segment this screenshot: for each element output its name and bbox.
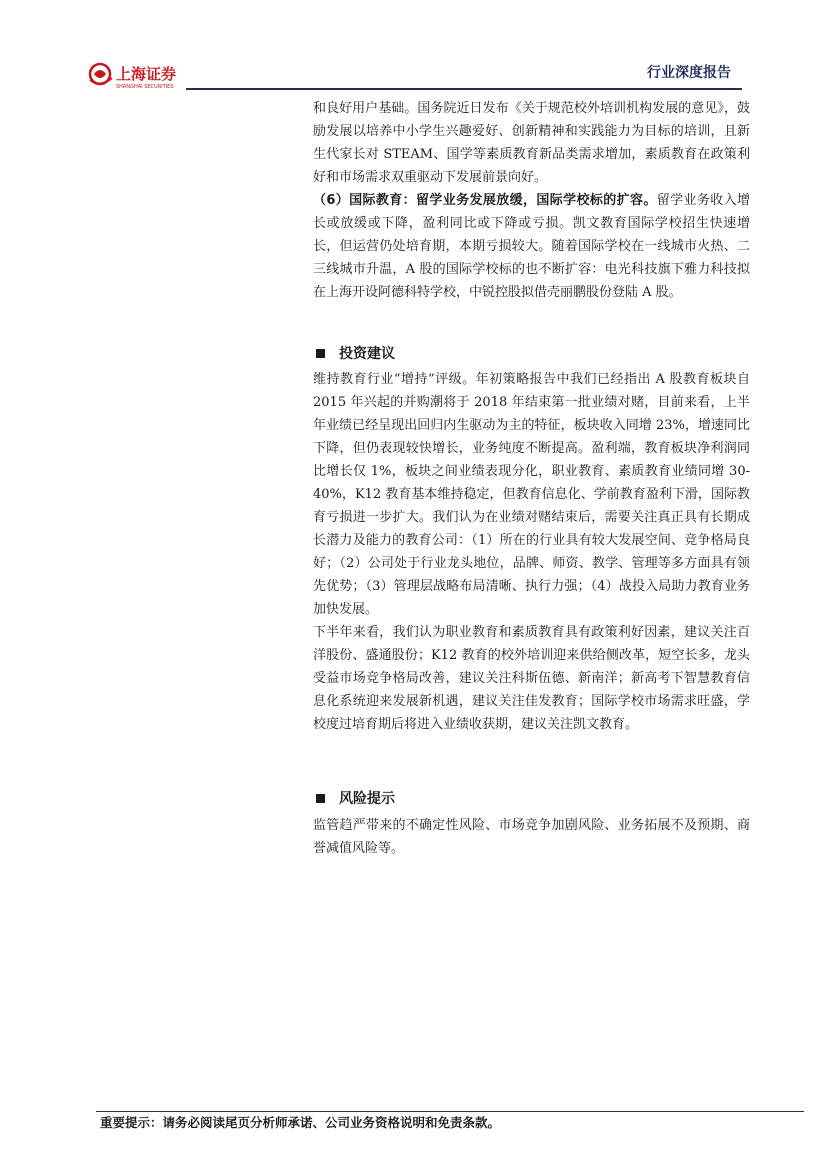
brand-logo [86,62,190,90]
report-type-label: 行业深度报告 [647,65,731,81]
risk-block [313,814,750,860]
risk-heading-text: 风险提示 [339,791,395,807]
international-paragraph [313,189,750,304]
investment-heading [316,343,395,363]
footer-notice: 重要提示：请务必阅读尾页分析师承诺、公司业务资格说明和免责条款。 [100,1115,501,1130]
continuation-paragraph: 和良好用户基础。国务院近日发布《关于规范校外培训机构发展的意见》，鼓励发展以培养中小学生兴趣爱好、创新精神和实践能力为目标的培训，且新生代家长对 STEAM、国学等素质教育新品类需求增加，素质教育在政策利好和市场需求双重驱动下发展前景向好。 [313,101,750,185]
investment-paragraph-1: 维持教育行业“增持”评级。年初策略报告中我们已经指出 A 股教育板块自 2015 年兴起的并购潮将于 2018 年结束第一批业绩对赌，目前来看，上半年业绩已经呈现出回归内生驱动为主的特征，板块收入同增 23%，增速同比下降，但仍表现较快增长，业务纯度不断提高。盈利端，教育板块净利润同比增长仅 1%，板块之间业绩表现分化，职业教育、素质教育业绩同增 30-40%，K12 教育基本维持稳定，但教育信息化、学前教育盈利下滑，国际教育亏损进一步扩大。我们认为在业绩对赌结束后，需要关注真正具有长期成长潜力及能力的教育公司：（1）所在的行业具有较大发展空间、竞争格局良好；（2）公司处于行业龙头地位，品牌、师资、教学、管理等多方面具有领先优势；（3）管理层战略布局清晰、执行力强；（4）战投入局助力教育业务加快发展。 [313,372,750,617]
international-body: 留学业务收入增长或放缓或下降，盈利同比或下降或亏损。凯文教育国际学校招生快速增长，但运营仍处培育期，本期亏损较大。随着国际学校在一线城市火热、二三线城市升温，A 股的国际学校标的也不断扩容：电光科技旗下雅力科技拟在上海开设阿德科特学校，中锐控股拟借壳丽鹏股份登陆 A 股。 [313,193,750,300]
risk-paragraph: 监管趋严带来的不确定性风险、市场竞争加剧风险、业务拓展不及预期、商誉减值风险等。 [313,818,750,856]
brand-logo-icon [86,62,190,90]
logo-subtext: SHANGHAI SECURITIES [116,84,174,90]
continuation-block [313,97,750,304]
logo-text: 上海证券 [116,65,177,83]
international-lead: （6）国际教育：留学业务发展放缓，国际学校标的扩容。 [313,193,657,208]
section-bullet-icon [316,794,325,803]
footer-divider [96,1111,804,1112]
investment-heading-text: 投资建议 [339,346,395,362]
risk-heading [316,788,395,808]
section-bullet-icon [316,349,325,358]
header-divider [186,88,742,90]
investment-paragraph-2: 下半年来看，我们认为职业教育和素质教育具有政策利好因素，建议关注百洋股份、盛通股份；K12 教育的校外培训迎来供给侧改革，短空长多，龙头受益市场竞争格局改善，建议关注科斯伍德、新南洋；新高考下智慧教育信息化系统迎来发展新机遇，建议关注佳发教育；国际学校市场需求旺盛，学校度过培育期后将进入业绩收获期，建议关注凯文教育。 [313,625,750,732]
investment-block [313,368,750,736]
